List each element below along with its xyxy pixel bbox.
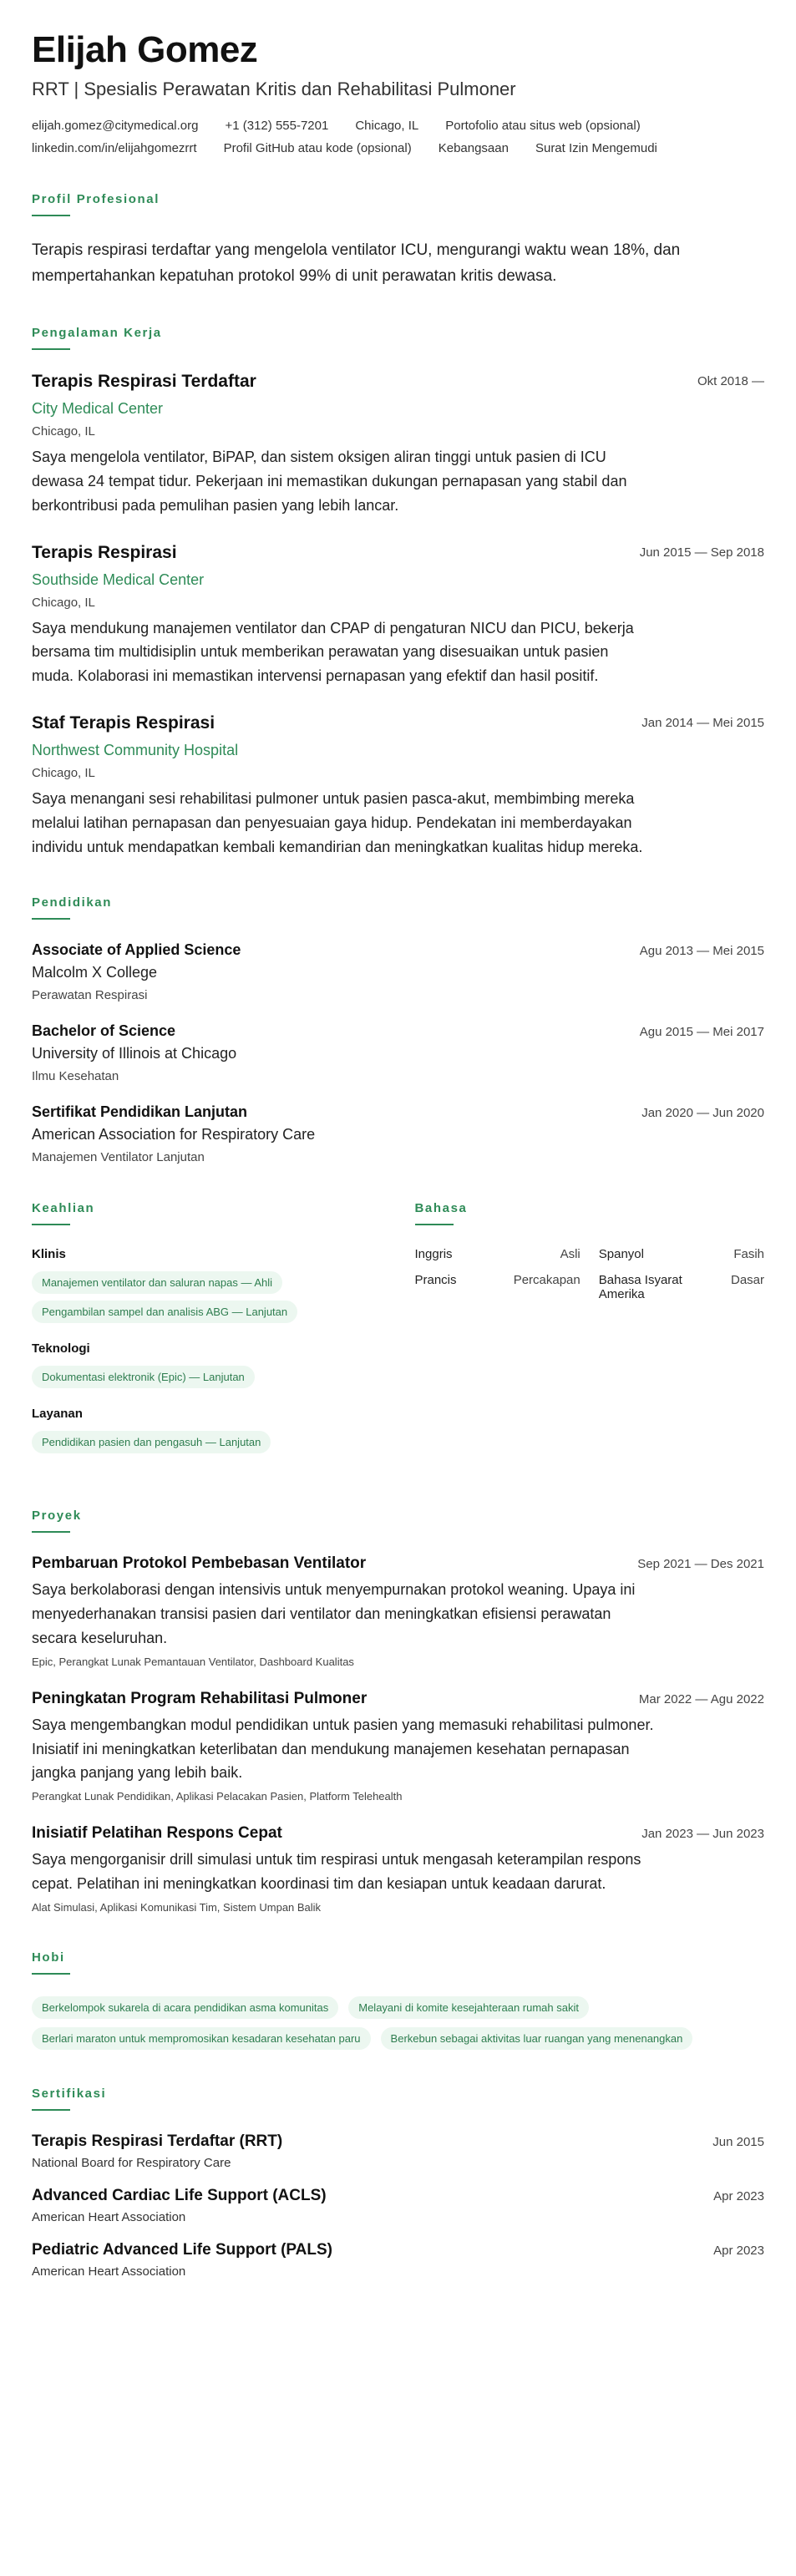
job-description: Saya menangani sesi rehabilitasi pulmoner untuk pasien pasca-akut, membimbing mereka melalui latihan pernapasan dan penyesuaian gaya hidup. Pendekatan ini memberdayakan individu untuk mendapatkan kembali kemandirian dan meningkatkan kualitas hidup mereka. (32, 789, 643, 855)
skill-chip: Pendidikan pasien dan pengasuh — Lanjutan (32, 1431, 271, 1453)
education-field: Ilmu Kesehatan (32, 1069, 119, 1084)
certification-title: Pediatric Advanced Life Support (PALS) (32, 2240, 332, 2259)
certifications-section (32, 2087, 764, 2279)
section-divider (32, 2109, 70, 2111)
certification-issuer: American Heart Association (32, 2209, 186, 2224)
language-item (415, 1247, 581, 1261)
section-divider (32, 1973, 70, 1975)
contact-drivers-license: Surat Izin Mengemudi (535, 141, 657, 156)
skill-chip: Dokumentasi elektronik (Epic) — Lanjutan (32, 1366, 255, 1388)
language-name: Inggris (414, 1247, 453, 1262)
job-location: Chicago, IL (32, 595, 95, 610)
certification-date: Apr 2023 (713, 2188, 764, 2203)
language-level: Fasih (733, 1247, 764, 1262)
project-description: Saya berkolaborasi dengan intensivis untuk menyempurnakan protokol weaning. Upaya ini menyederhanakan transisi pasien dari ventilator dan meningkatkan efisiensi perawatan secara keseluruhan. (32, 1581, 636, 1646)
language-item (415, 1273, 581, 1301)
job-description: Saya mengelola ventilator, BiPAP, dan sistem oksigen aliran tinggi untuk pasien di ICU dewasa 24 tempat tidur. Pekerjaan ini memastikan dukungan pernapasan yang stabil dan berkontribusi pada pemulihan pasien yang lebih lancar. (32, 449, 627, 514)
project-description: Saya mengembangkan modul pendidikan untuk pasien yang memasuki rehabilitasi pulmoner. Inisiatif ini meningkatkan keterlibatan dan mendukung manajemen kesehatan pernapasan jangka panjang yang lebih baik. (32, 1716, 654, 1782)
contact-location: Chicago, IL (355, 119, 419, 134)
skill-category: Teknologi (32, 1341, 90, 1356)
language-level: Asli (560, 1247, 581, 1262)
job-role: Terapis Respirasi Terdaftar (32, 372, 256, 392)
resume-header (32, 30, 764, 155)
job-location: Chicago, IL (32, 765, 95, 780)
contact-nationality: Kebangsaan (438, 141, 509, 156)
projects-section (32, 1509, 764, 1913)
job-role: Terapis Respirasi (32, 542, 177, 562)
project-title: Peningkatan Program Rehabilitasi Pulmoner (32, 1689, 368, 1707)
job-organization: Northwest Community Hospital (32, 741, 239, 758)
language-level: Percakapan (513, 1273, 581, 1288)
skill-category: Klinis (32, 1247, 66, 1262)
contact-email[interactable]: elijah.gomez@citymedical.org (32, 119, 199, 134)
certification-date: Jun 2015 (712, 2134, 764, 2149)
skill-group (32, 1407, 382, 1453)
contact-github[interactable]: Profil GitHub atau kode (opsional) (223, 141, 412, 156)
education-school: American Association for Respiratory Care (32, 1126, 316, 1143)
job-dates: Okt 2018 — (697, 374, 764, 389)
contact-portfolio[interactable]: Portofolio atau situs web (opsional) (445, 119, 641, 134)
experience-entry (32, 372, 764, 517)
section-divider (32, 1531, 70, 1533)
experience-entry (32, 713, 764, 859)
certification-title: Advanced Cardiac Life Support (ACLS) (32, 2186, 327, 2204)
project-entry (32, 1554, 764, 1667)
contact-phone[interactable]: +1 (312) 555-7201 (225, 119, 329, 134)
candidate-name: Elijah Gomez (32, 29, 258, 70)
job-dates: Jan 2014 — Mei 2015 (641, 715, 764, 730)
section-divider (415, 1224, 454, 1225)
section-title: Keahlian (32, 1201, 95, 1216)
certification-issuer: American Heart Association (32, 2264, 186, 2279)
certification-entry (32, 2241, 764, 2279)
certification-title: Terapis Respirasi Terdaftar (RRT) (32, 2132, 283, 2150)
skills-section (32, 1201, 382, 1472)
section-title: Profil Profesional (32, 192, 160, 207)
skills-languages-row (32, 1201, 764, 1472)
education-degree: Associate of Applied Science (32, 941, 241, 959)
language-name: Prancis (414, 1273, 457, 1288)
project-dates: Jan 2023 — Jun 2023 (641, 1827, 764, 1842)
section-divider (32, 1224, 70, 1225)
section-divider (32, 918, 70, 920)
languages-section (415, 1201, 765, 1472)
section-title: Proyek (32, 1509, 82, 1524)
language-level: Dasar (730, 1273, 764, 1288)
language-item (599, 1247, 764, 1261)
certification-entry (32, 2187, 764, 2224)
education-field: Manajemen Ventilator Lanjutan (32, 1150, 205, 1165)
skill-category: Layanan (32, 1407, 83, 1422)
education-school: Malcolm X College (32, 964, 158, 981)
education-field: Perawatan Respirasi (32, 988, 148, 1003)
certification-entry (32, 2132, 764, 2170)
project-title: Pembaruan Protokol Pembebasan Ventilator (32, 1554, 367, 1573)
section-title: Pengalaman Kerja (32, 326, 162, 341)
job-organization: Southside Medical Center (32, 570, 205, 588)
section-divider (32, 215, 70, 216)
education-dates: Jan 2020 — Jun 2020 (641, 1106, 764, 1121)
education-degree: Sertifikat Pendidikan Lanjutan (32, 1103, 248, 1121)
education-entry (32, 941, 764, 1002)
project-title: Inisiatif Pelatihan Respons Cepat (32, 1824, 282, 1843)
certification-issuer: National Board for Respiratory Care (32, 2155, 231, 2170)
summary-text: Terapis respirasi terdaftar yang mengelola ventilator ICU, mengurangi waktu wean 18%, dan mempertahankan kepatuhan protokol 99% di unit perawatan kritis dewasa. (32, 241, 681, 285)
skill-chip: Manajemen ventilator dan saluran napas — Ahli (32, 1271, 282, 1294)
education-school: University of Illinois at Chicago (32, 1045, 237, 1062)
education-entry (32, 1022, 764, 1083)
hobby-chip: Berkebun sebagai aktivitas luar ruangan yang menenangkan (381, 2027, 693, 2050)
project-tech: Alat Simulasi, Aplikasi Komunikasi Tim, Sistem Umpan Balik (32, 1900, 322, 1914)
project-entry (32, 1824, 764, 1914)
education-dates: Agu 2013 — Mei 2015 (639, 944, 764, 959)
project-tech: Perangkat Lunak Pendidikan, Aplikasi Pelacakan Pasien, Platform Telehealth (32, 1790, 403, 1803)
project-tech: Epic, Perangkat Lunak Pemantauan Ventilator, Dashboard Kualitas (32, 1655, 354, 1668)
job-organization: City Medical Center (32, 400, 164, 418)
project-description: Saya mengorganisir drill simulasi untuk tim respirasi untuk mengasah keterampilan respons cepat. Pelatihan ini meningkatkan koordinasi tim dan kesiapan untuk keadaan darurat. (32, 1851, 641, 1892)
skill-chip: Pengambilan sampel dan analisis ABG — Lanjutan (32, 1301, 297, 1323)
hobby-chip: Berlari maraton untuk mempromosikan kesadaran kesehatan paru (32, 2027, 371, 2050)
candidate-headline: RRT | Spesialis Perawatan Kritis dan Rehabilitasi Pulmoner (32, 79, 516, 100)
section-title: Sertifikasi (32, 2086, 107, 2101)
hobby-chip: Berkelompok sukarela di acara pendidikan asma komunitas (32, 1996, 338, 2019)
education-degree: Bachelor of Science (32, 1022, 176, 1040)
project-dates: Sep 2021 — Des 2021 (637, 1557, 764, 1572)
education-entry (32, 1103, 764, 1164)
summary-section (32, 192, 764, 289)
experience-section (32, 326, 764, 859)
project-dates: Mar 2022 — Agu 2022 (638, 1691, 764, 1706)
skill-group (32, 1247, 382, 1323)
job-role: Staf Terapis Respirasi (32, 712, 215, 733)
section-divider (32, 348, 70, 350)
certification-date: Apr 2023 (713, 2243, 764, 2258)
hobbies-section (32, 1950, 764, 2050)
job-location: Chicago, IL (32, 424, 95, 439)
contact-linkedin[interactable]: linkedin.com/in/elijahgomezrrt (32, 141, 197, 156)
job-description: Saya mendukung manajemen ventilator dan CPAP di pengaturan NICU dan PICU, bekerja bersama tim multidisiplin untuk memberikan perawatan yang disesuaikan untuk pasien muda. Kolaborasi ini memastikan intervensi pernapasan yang efektif dan hasil positif. (32, 619, 634, 685)
section-title: Pendidikan (32, 895, 113, 910)
contact-list (32, 119, 750, 155)
hobby-chip: Melayani di komite kesejahteraan rumah sakit (348, 1996, 589, 2019)
education-dates: Agu 2015 — Mei 2017 (639, 1025, 764, 1040)
section-title: Bahasa (414, 1201, 468, 1216)
language-item (599, 1273, 764, 1301)
language-name: Spanyol (598, 1247, 644, 1262)
skill-group (32, 1341, 382, 1388)
job-dates: Jun 2015 — Sep 2018 (639, 545, 764, 560)
education-section (32, 895, 764, 1164)
experience-entry (32, 543, 764, 688)
section-title: Hobi (32, 1950, 65, 1965)
language-name: Bahasa Isyarat Amerika (598, 1273, 682, 1302)
project-entry (32, 1690, 764, 1803)
